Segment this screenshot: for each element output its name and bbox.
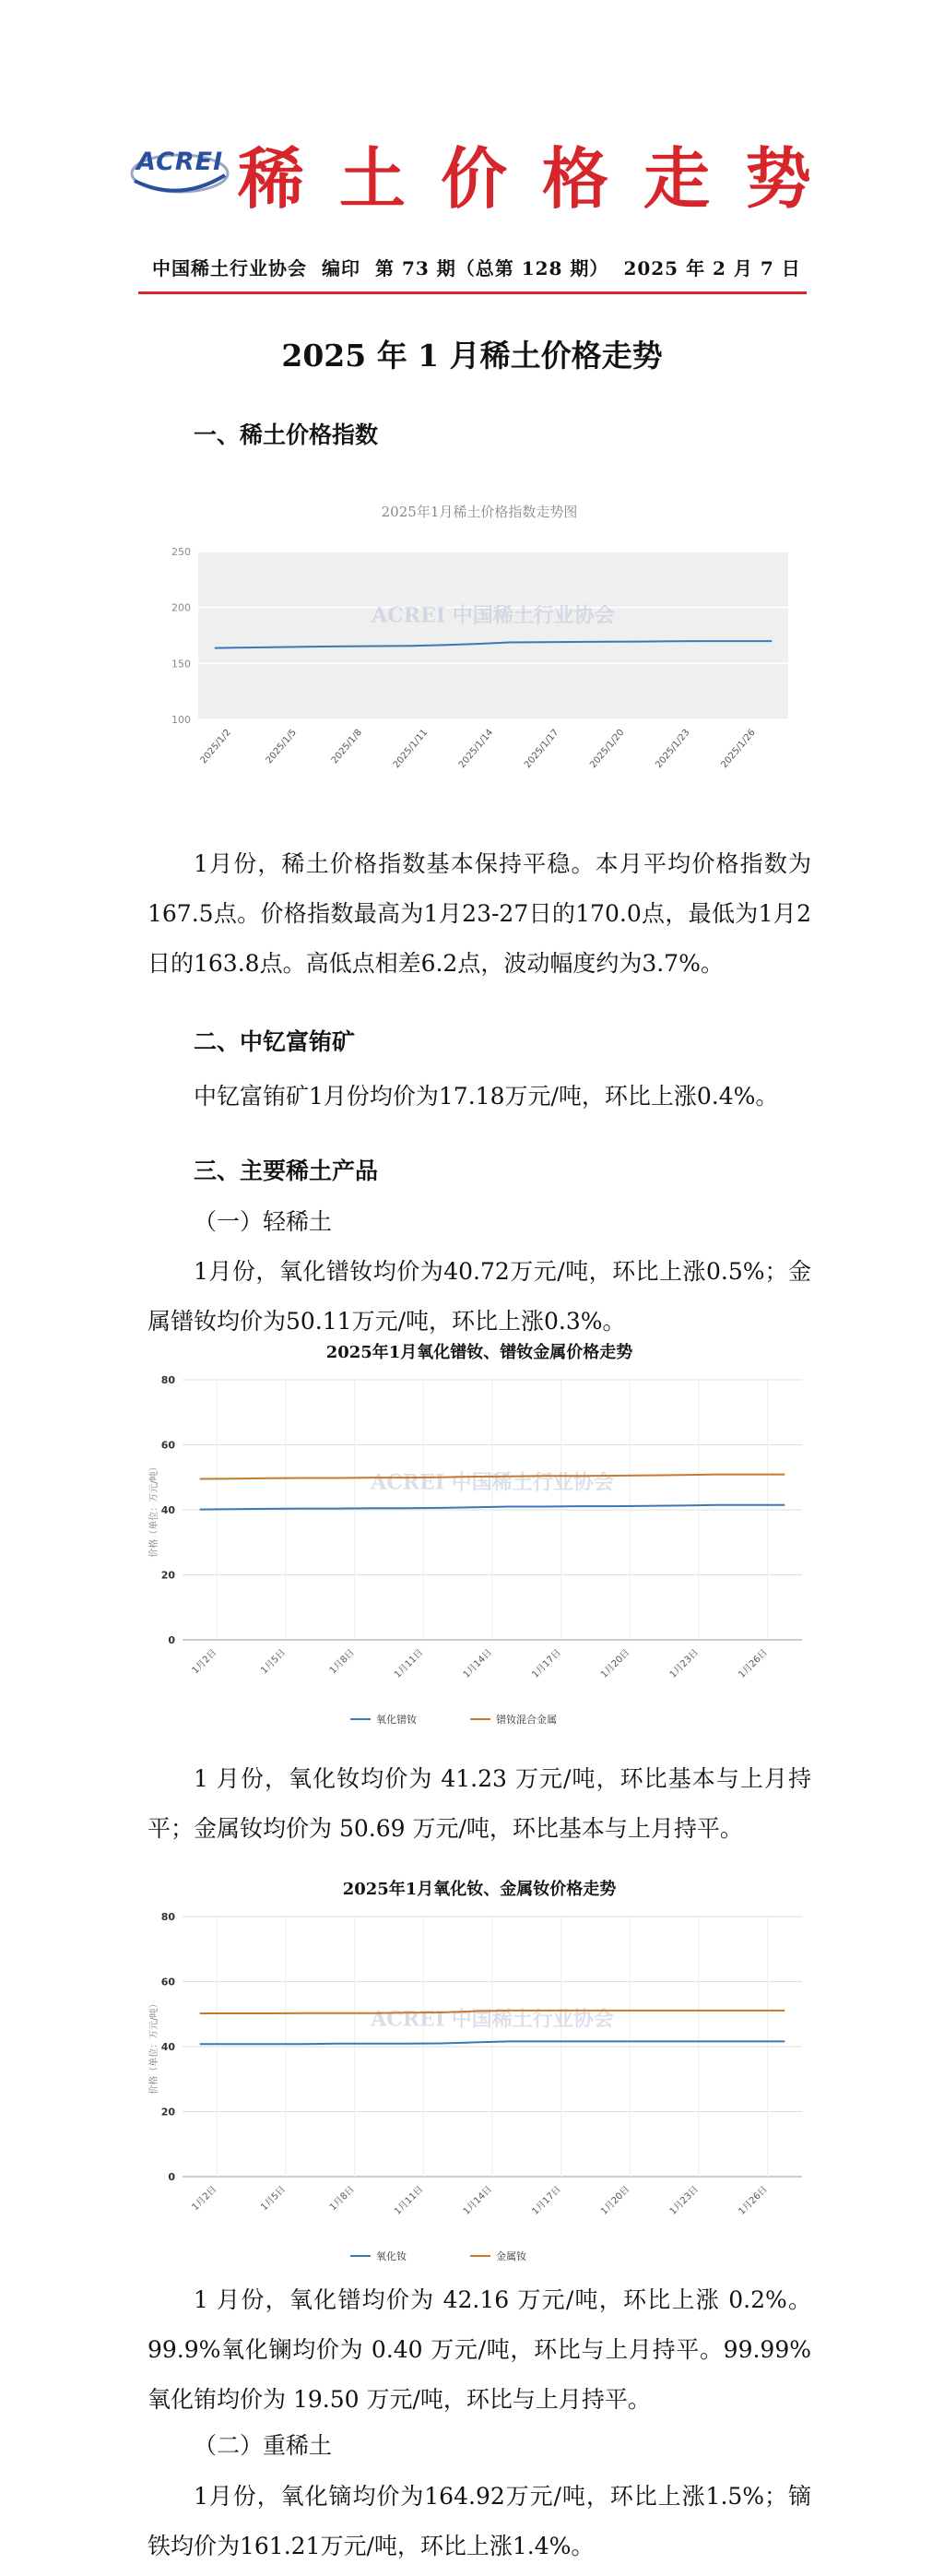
issue-action: 编印	[322, 257, 360, 279]
masthead-title: 稀土价格走势	[238, 139, 847, 218]
section-2-paragraph: 中钇富铕矿1月份均价为17.18万元/吨，环比上涨0.4%。	[194, 1083, 779, 1110]
x-tick-label: 2025/1/20	[588, 727, 627, 771]
paragraph-dy: 1月份，氧化镝均价为164.92万元/吨，环比上涨1.5%；镝铁均价为161.21万元/吨，环比上涨1.4%。	[148, 2483, 811, 2559]
x-tick-label: 1月17日	[530, 2184, 563, 2217]
x-tick-label: 2025/1/14	[456, 727, 496, 771]
chart-title: 2025年1月氧化镨钕、镨钕金属价格走势	[325, 1343, 633, 1362]
chart-nd-svg	[138, 1872, 820, 2269]
y-tick-label: 0	[168, 2171, 175, 2183]
chart-prnd-svg	[138, 1335, 820, 1732]
x-tick-label: 1月23日	[667, 1647, 702, 1680]
x-tick-label: 1月14日	[461, 1647, 495, 1680]
x-tick-label: 1月5日	[259, 1647, 289, 1677]
y-tick-label: 40	[160, 2041, 175, 2053]
x-tick-label: 1月2日	[190, 2184, 219, 2214]
section-3-heading: 三、主要稀土产品	[194, 1157, 379, 1184]
y-axis-label: 价格（单位：万元/吨）	[149, 1999, 159, 2095]
publisher: 中国稀土行业协会	[152, 257, 307, 279]
section-1-paragraph: 1月份，稀土价格指数基本保持平稳。本月平均价格指数为167.5点。价格指数最高为1月23-27日的170.0点，最低为1月2日的163.8点。高低点相差6.2点，波动幅度约为3.7%。	[148, 850, 811, 977]
y-tick-label: 40	[160, 1504, 175, 1516]
legend-label: 金属钕	[496, 2250, 526, 2262]
x-tick-label: 1月14日	[461, 2184, 495, 2217]
x-tick-label: 1月8日	[327, 1647, 357, 1677]
legend-label: 氧化镨钕	[376, 1714, 417, 1726]
x-tick-label: 1月11日	[393, 1647, 426, 1680]
x-tick-label: 1月5日	[259, 2184, 289, 2214]
y-tick-label: 60	[160, 1976, 175, 1988]
x-tick-label: 2025/1/23	[654, 727, 692, 771]
chart-nd	[138, 1872, 820, 2269]
chart-price-index	[161, 489, 797, 807]
paragraph-prnd: 1月份，氧化镨钕均价为40.72万元/吨，环比上涨0.5%；金属镨钕均价为50.11万元/吨，环比上涨0.3%。	[148, 1258, 811, 1335]
y-tick-label: 100	[171, 714, 191, 726]
issue-date: 2025 年 2 月 7 日	[623, 257, 801, 279]
document-title: 2025 年 1 月稀土价格走势	[281, 338, 663, 374]
section-2-heading: 二、中钇富铕矿	[194, 1028, 356, 1055]
chart-title: 2025年1月稀土价格指数走势图	[381, 504, 578, 520]
y-tick-label: 250	[171, 546, 191, 558]
plot-area	[198, 552, 788, 719]
x-tick-label: 2025/1/11	[391, 727, 431, 771]
logo-text: ACREI	[136, 148, 224, 176]
x-tick-label: 1月17日	[530, 1647, 563, 1680]
y-tick-label: 80	[160, 1911, 175, 1923]
x-tick-label: 1月8日	[327, 2184, 357, 2214]
x-tick-label: 1月26日	[737, 2184, 770, 2217]
watermark: ACREI 中国稀土行业协会	[372, 603, 615, 628]
section-1-heading: 一、稀土价格指数	[194, 421, 379, 448]
paragraph-nd: 1 月份，氧化钕均价为 41.23 万元/吨，环比基本与上月持平；金属钕均价为 50.69 万元/吨，环比基本与上月持平。	[148, 1765, 811, 1842]
y-tick-label: 20	[160, 1569, 175, 1582]
y-tick-label: 80	[160, 1374, 175, 1386]
x-tick-label: 1月20日	[599, 1647, 632, 1680]
x-tick-label: 1月11日	[393, 2184, 426, 2217]
x-tick-label: 1月23日	[667, 2184, 702, 2217]
y-tick-label: 200	[171, 601, 191, 614]
subsection-light-heading: （一）轻稀土	[194, 1208, 333, 1235]
y-axis-label: 价格（单位：万元/吨）	[149, 1462, 159, 1558]
x-tick-label: 1月20日	[599, 2184, 632, 2217]
x-tick-label: 2025/1/2	[198, 727, 233, 766]
subsection-heavy-heading: （二）重稀土	[194, 2432, 333, 2459]
x-tick-label: 2025/1/17	[523, 727, 561, 771]
x-tick-label: 2025/1/5	[264, 727, 299, 766]
chart-price-index-svg	[161, 489, 797, 807]
y-tick-label: 60	[160, 1439, 175, 1452]
issue-line	[152, 254, 816, 280]
acrei-logo	[129, 138, 230, 203]
x-tick-label: 1月2日	[190, 1647, 219, 1677]
x-tick-label: 1月26日	[737, 1647, 770, 1680]
chart-prnd	[138, 1335, 820, 1732]
legend-label: 氧化钕	[376, 2250, 407, 2262]
x-tick-label: 2025/1/26	[719, 727, 758, 771]
y-tick-label: 20	[160, 2106, 175, 2119]
watermark: ACREI 中国稀土行业协会	[371, 2007, 614, 2032]
x-tick-label: 2025/1/8	[329, 727, 365, 766]
masthead	[129, 118, 847, 220]
y-tick-label: 0	[168, 1634, 175, 1646]
legend-label: 镨钕混合金属	[496, 1714, 557, 1726]
y-tick-label: 150	[171, 658, 191, 671]
issue-number: 第 73 期（总第 128 期）	[375, 257, 609, 279]
chart-title: 2025年1月氧化钕、金属钕价格走势	[342, 1880, 617, 1899]
watermark: ACREI 中国稀土行业协会	[371, 1470, 614, 1495]
paragraph-pr-la-eu: 1 月份，氧化镨均价为 42.16 万元/吨，环比上涨 0.2%。99.9%氧化镧均价为 0.40 万元/吨，环比与上月持平。99.99%氧化铕均价为 19.50 万元/吨，环比与上月持平。	[148, 2286, 811, 2413]
header-rule	[138, 291, 807, 294]
